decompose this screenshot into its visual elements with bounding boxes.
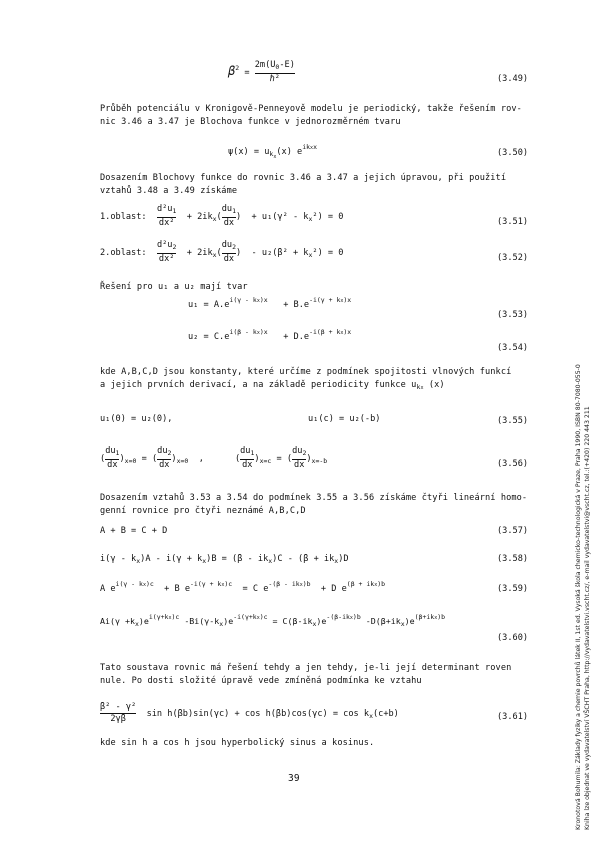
citation-line-2: Kniha lze objednat ve vydavatelství VŠCHT Praha, http://vydavatelstvi.vscht.cz/, e-mail vydavatelstvi@vscht.cz, tel.:(+420) 220 443 211 — [583, 406, 591, 830]
equation-label-3-61: (3.61) — [497, 712, 529, 722]
equation-3-58: $i(\gamma - k_x)A - i(\gamma + k_x)B = (\beta - ik_x)C - (\beta + ik_x)D$ — [100, 554, 349, 565]
equation-label-3-54: (3.54) — [497, 343, 529, 353]
equation-3-50: $\psi(x) = u_{k_x}(x)$ $e^{ikxx}$ — [228, 143, 317, 160]
equation-label-3-56: (3.56) — [497, 459, 529, 469]
equation-3-60: $Ai(\gamma +k_x)e^{i(\gamma+kx)c}$ $-Bi(\gamma-k_x)e^{-i(\gamma+kx)c} = C(\beta-ik_x)e^{-(\beta-ikx)b}$ $-D(\beta+ik_x)e^{(\beta+ikx)b}$ — [100, 613, 446, 628]
paragraph-5-line-2: genní rovnice pro čtyři neznámé A,B,C,D — [100, 506, 306, 516]
equation-label-3-51: (3.51) — [497, 217, 529, 227]
equation-label-3-55: (3.55) — [497, 416, 529, 426]
equation-label-3-53: (3.53) — [497, 310, 529, 320]
equation-3-52: 2.oblast: $\frac{d^2u_2}{\text{dx²}}$ + $2ik_x$( $\frac{du_2}{dx}$ ) - $u_2(\beta^2 + k_x^2) = 0$ — [100, 240, 344, 264]
equation-3-49: $\beta^2$ = $\frac{2m(U_0-E)}{\text{ℏ²}}$ — [228, 60, 295, 84]
paragraph-4-line-2: a jejich prvních derivací, a na základě periodicity funkce $u_{kx}$ (x) — [100, 380, 445, 391]
citation-sidebar — [575, 10, 592, 830]
paragraph-4-line-1: kde A,B,C,D jsou konstanty, které určíme z podmínek spojitosti vlnových funkcí — [100, 367, 512, 377]
equation-3-54: $u_2 = C.e^{i(\beta - kx)x}$ + $D.e^{-i(\beta + kx)x}$ — [188, 328, 352, 342]
paragraph-1-line-2: nic 3.46 a 3.47 je Blochova funkce v jednorozměrném tvaru — [100, 117, 401, 127]
equation-3-56: ( $\frac{du_1}{dx}$ )$_{x=0}$ = ( $\frac{du_2}{dx}$ )$_{x=0}$ , ( $\frac{du_1}{dx}$ )$_{x=c}$ = ( $\frac{du_2}{dx}$ )$_{x=-b}$ — [100, 446, 328, 470]
equation-3-59: A $e^{i(\gamma - kx)c} + B$ $e^{-i(\gamma + kx)c} = C$ $e^{-(\beta - ikx)b} + D$ $e^{(\beta + ikx)b}$ — [100, 580, 386, 594]
equation-3-55-right: u₁(c) = u₂(-b) — [308, 414, 381, 424]
paragraph-5-line-1: Dosazením vztahů 3.53 a 3.54 do podmínek 3.55 a 3.56 získáme čtyři lineární homo- — [100, 493, 528, 503]
equation-label-3-57: (3.57) — [497, 526, 529, 536]
equation-label-3-50: (3.50) — [497, 148, 529, 158]
paragraph-7: kde sin h a cos h jsou hyperbolický sinus a kosinus. — [100, 738, 375, 748]
paragraph-2-line-2: vztahů 3.48 a 3.49 získáme — [100, 186, 238, 196]
equation-label-3-49: (3.49) — [497, 74, 529, 84]
equation-3-57: A + B = C + D — [100, 526, 168, 536]
paragraph-6-line-1: Tato soustava rovnic má řešení tehdy a jen tehdy, je-li její determinant roven — [100, 663, 512, 673]
page-number: 39 — [288, 773, 300, 784]
paragraph-2-line-1: Dosazením Blochovy funkce do rovnic 3.46 a 3.47 a jejich úpravou, při použití — [100, 173, 507, 183]
equation-label-3-58: (3.58) — [497, 554, 529, 564]
equation-label-3-60: (3.60) — [497, 633, 529, 643]
equation-label-3-52: (3.52) — [497, 253, 529, 263]
citation-line-1: Kronotová Bohumila: Základy fyziky a chemie povrchů látek II, 1st ed. Vysoká škola chemicko-technologická v Praze, Praha 1990, ISBN 80-7080-055-0 — [575, 364, 582, 830]
paragraph-3: Řešení pro u₁ a u₂ mají tvar — [100, 282, 248, 292]
equation-3-61: $\frac{\text{β² - γ²}}{2\gamma\beta}$ $\sin h(\beta b)\sin(\gamma c) + \cos h(\beta b)\cos(\gamma c) = \cos k_x(c+b)$ — [100, 702, 399, 724]
equation-3-51: 1.oblast: $\frac{d^2u_1}{\text{dx²}}$ + $2ik_x$( $\frac{du_1}{dx}$ ) + $u_1(\gamma^2 - k_x^2) = 0$ — [100, 204, 344, 228]
equation-3-55-left: u₁(0) = u₂(0), — [100, 414, 173, 424]
equation-3-53: $u_1 = A.e^{i(\gamma - kx)x}$ + $B.e^{-i(\gamma + kx)x}$ — [188, 296, 352, 310]
paragraph-6-line-2: nule. Po dosti složité úpravě vede zmíněná podmínka ke vztahu — [100, 676, 422, 686]
paragraph-1-line-1: Průběh potenciálu v Kronigově-Penneyově modelu je periodický, takže řešením rov- — [100, 104, 522, 114]
equation-label-3-59: (3.59) — [497, 584, 529, 594]
